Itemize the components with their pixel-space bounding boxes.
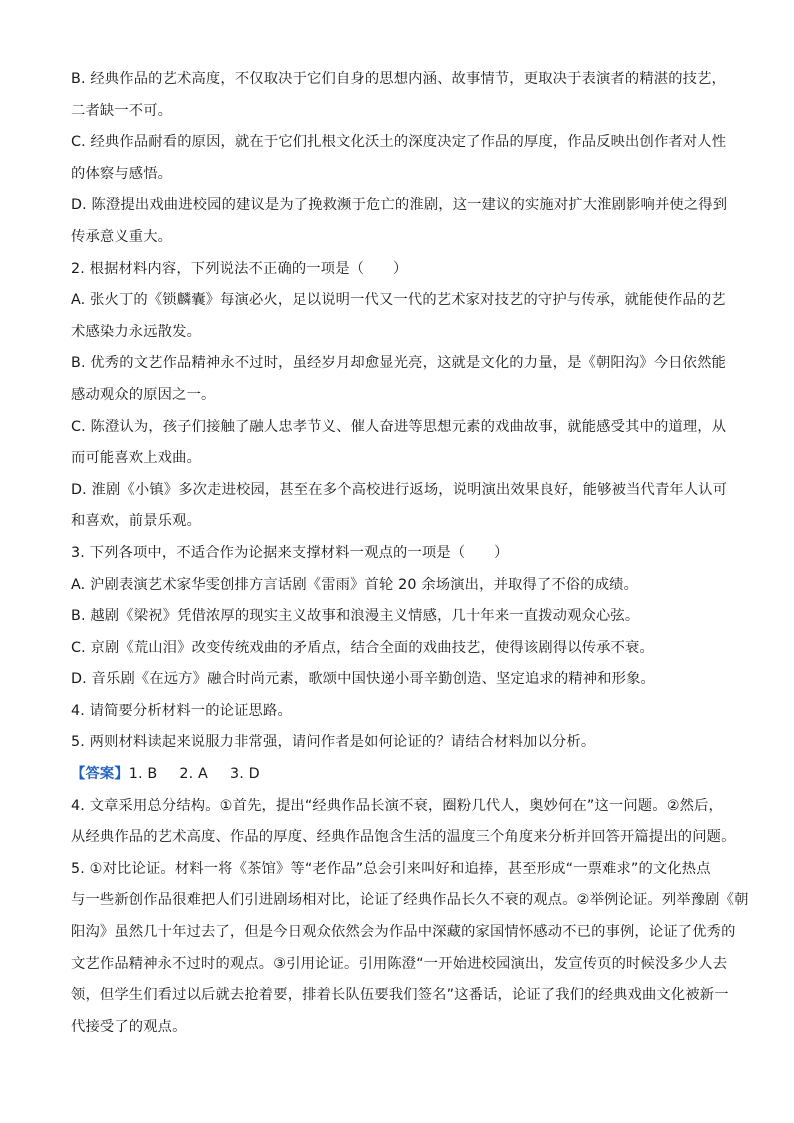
q2-option-d-line-1: D. 淮剧《小镇》多次走进校园，甚至在多个高校进行返场，说明演出效果良好，能够被当代青年人认可 — [71, 481, 728, 498]
answer-item-1: 1. B — [128, 766, 158, 783]
q2-option-c-line-1: C. 陈澄认为，孩子们接触了融人忠孝节义、催人奋进等思想元素的戏曲故事，就能感受其中的道理，从 — [71, 418, 727, 435]
q2-option-b-line-1: B. 优秀的文艺作品精神永不过时，虽经岁月却愈显光亮，这就是文化的力量，是《朝阳沟》今日依然能 — [71, 355, 727, 372]
question-5-stem: 5. 两则材料读起来说服力非常强，请问作者是如何论证的？请结合材料加以分析。 — [71, 734, 596, 751]
option-b-line-1: B. 经典作品的艺术高度，不仅取决于它们自身的思想内涵、故事情节，更取决于表演者的精湛的技艺， — [71, 71, 727, 87]
answer-5-line-5: 领，但学生们看过以后就去抢着要，排着长队伍要我们签名”这番话，论证了我们的经典戏曲文化被新一 — [71, 987, 729, 1004]
answer-item-3: 3. D — [229, 766, 260, 783]
q3-option-b: B. 越剧《梁祝》凭借浓厚的现实主义故事和浪漫主义情感，几十年来一直拨动观众心弦。 — [71, 608, 640, 625]
answer-item-2: 2. A — [179, 766, 208, 783]
q3-option-a: A. 沪剧表演艺术家华雯创排方言话剧《雷雨》首轮 20 余场演出，并取得了不俗的成绩。 — [71, 576, 639, 593]
q3-option-d: D. 音乐剧《在远方》融合时尚元素，歌颂中国快递小哥辛勤创造、坚定追求的精神和形象。 — [71, 671, 655, 688]
option-d-line-2: 传承意义重大。 — [71, 228, 173, 245]
q2-option-a-line-1: A. 张火丁的《锁麟囊》每演必火，足以说明一代又一代的艺术家对技艺的守护与传承，就能使作品的艺 — [71, 292, 726, 309]
option-d-line-1: D. 陈澄提出戏曲进校园的建议是为了挽救濒于危亡的淮剧，这一建议的实施对扩大淮剧影响并使之得到 — [71, 197, 728, 214]
question-3-stem: 3. 下列各项中，不适合作为论据来支撑材料一观点的一项是（ ） — [71, 544, 509, 561]
question-4-stem: 4. 请简要分析材料一的论证思路。 — [71, 702, 292, 719]
answer-5-line-2: 与一些新创作品很难把人们引进剧场相对比，论证了经典作品长久不衰的观点。②举例论证。列举豫剧《朝 — [71, 892, 749, 909]
option-c-line-1: C. 经典作品耐看的原因，就在于它们扎根文化沃土的深度决定了作品的厚度，作品反映出创作者对人性 — [71, 134, 727, 151]
option-b-line-2: 二者缺一不可。 — [71, 102, 173, 119]
document-content — [71, 64, 749, 1043]
answer-4-line-2: 从经典作品的艺术高度、作品的厚度、经典作品饱含生活的温度三个角度来分析并回答开篇提出的问题。 — [71, 829, 736, 846]
answer-5-line-4: 文艺作品精神永不过时的观点。③引用论证。引用陈澄“一开始进校园演出，发宣传页的时候没多少人去 — [71, 955, 728, 972]
answer-tag: 【答案】 — [71, 766, 129, 783]
q2-option-d-line-2: 和喜欢，前景乐观。 — [71, 513, 202, 530]
answer-4-line-1: 4. 文章采用总分结构。①首先，提出“经典作品长演不衰，圈粉几代人，奥妙何在”这一问题。②然后， — [71, 797, 723, 814]
answer-5-line-1: 5. ①对比论证。材料一将《茶馆》等“老作品”总会引来叫好和追捧，甚至形成“一票难求”的文化热点 — [71, 860, 711, 877]
answer-line — [71, 759, 721, 791]
q2-option-a-line-2: 术感染力永远散发。 — [71, 323, 202, 340]
answer-5-line-6: 代接受了的观点。 — [71, 1018, 187, 1035]
option-c-line-2: 的体察与感悟。 — [71, 165, 173, 182]
q2-option-c-line-2: 而可能喜欢上戏曲。 — [71, 450, 202, 467]
q2-option-b-line-2: 感动观众的原因之一。 — [71, 386, 216, 403]
q3-option-c: C. 京剧《荒山泪》改变传统戏曲的矛盾点，结合全面的戏曲技艺，使得该剧得以传承不衰。 — [71, 639, 654, 656]
answer-5-line-3: 阳沟》虽然几十年过去了，但是今日观众依然会为作品中深藏的家国情怀感动不已的事例，论证了优秀的 — [71, 924, 736, 941]
question-2-stem: 2. 根据材料内容，下列说法不正确的一项是（ ） — [71, 260, 408, 277]
